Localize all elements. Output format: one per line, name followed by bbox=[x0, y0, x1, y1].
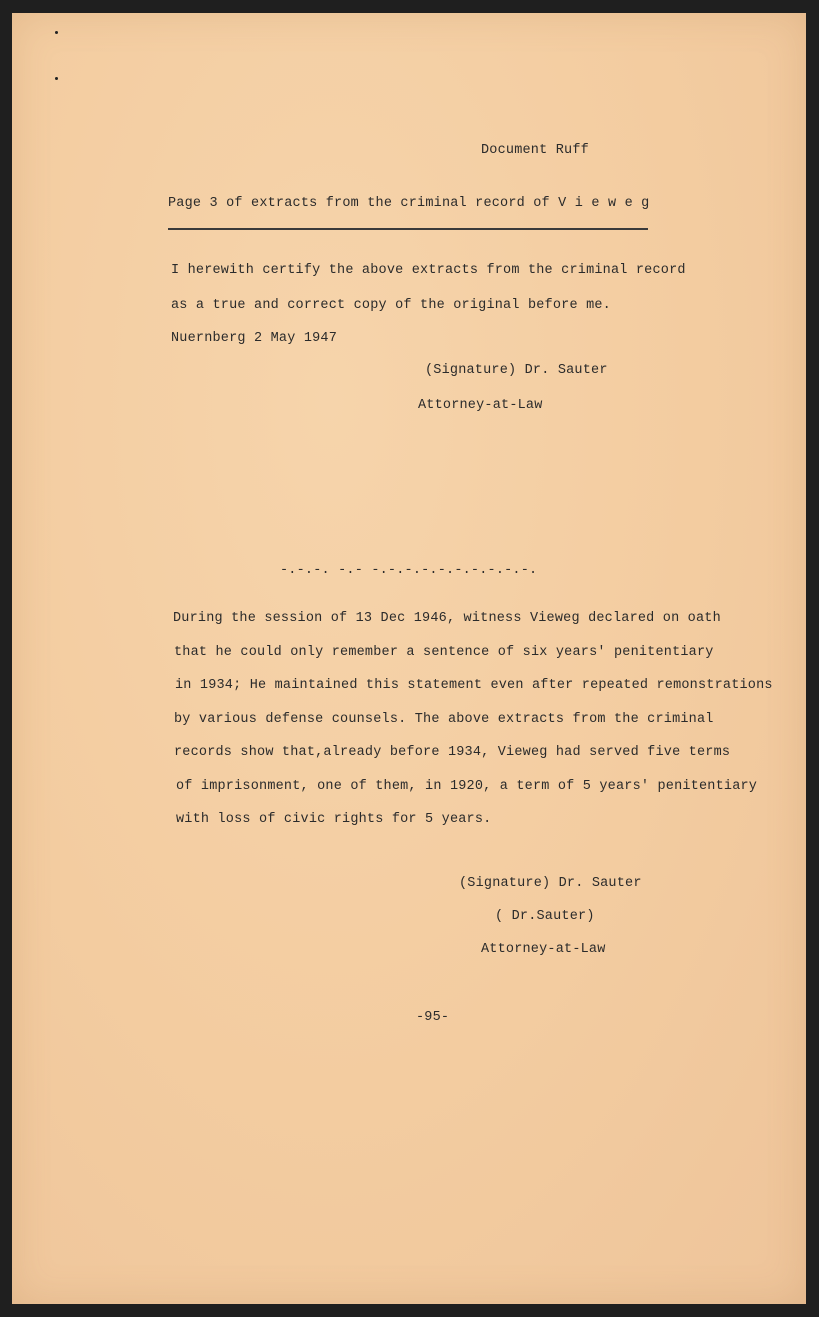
page-title: Page 3 of extracts from the criminal record of V i e w e g bbox=[168, 196, 650, 211]
closing-role: Attorney-at-Law bbox=[481, 942, 606, 957]
statement-line: in 1934; He maintained this statement even after repeated remonstrations bbox=[175, 678, 773, 693]
document-page bbox=[12, 13, 806, 1304]
document-label: Document Ruff bbox=[481, 143, 589, 158]
certification-signature: (Signature) Dr. Sauter bbox=[425, 363, 608, 378]
statement-line: by various defense counsels. The above extracts from the criminal bbox=[174, 712, 714, 727]
certification-date: Nuernberg 2 May 1947 bbox=[171, 331, 338, 346]
closing-signature: (Signature) Dr. Sauter bbox=[459, 876, 642, 891]
separator: -.-.-. -.- -.-.-.-.-.-.-.-.-.-. bbox=[280, 563, 538, 578]
statement-line: with loss of civic rights for 5 years. bbox=[176, 812, 492, 827]
punch-mark bbox=[55, 77, 58, 80]
certification-line: I herewith certify the above extracts from the criminal record bbox=[171, 263, 686, 278]
statement-line: records show that,already before 1934, Vieweg had served five terms bbox=[174, 745, 731, 760]
page-number: -95- bbox=[416, 1010, 450, 1025]
statement-line: During the session of 13 Dec 1946, witness Vieweg declared on oath bbox=[173, 611, 721, 626]
punch-mark bbox=[55, 31, 58, 34]
certification-line: as a true and correct copy of the original before me. bbox=[171, 298, 611, 313]
statement-line: that he could only remember a sentence of six years' penitentiary bbox=[174, 645, 714, 660]
closing-name: ( Dr.Sauter) bbox=[495, 909, 595, 924]
title-underline bbox=[168, 228, 648, 230]
certification-role: Attorney-at-Law bbox=[418, 398, 543, 413]
statement-line: of imprisonment, one of them, in 1920, a term of 5 years' penitentiary bbox=[176, 779, 758, 794]
